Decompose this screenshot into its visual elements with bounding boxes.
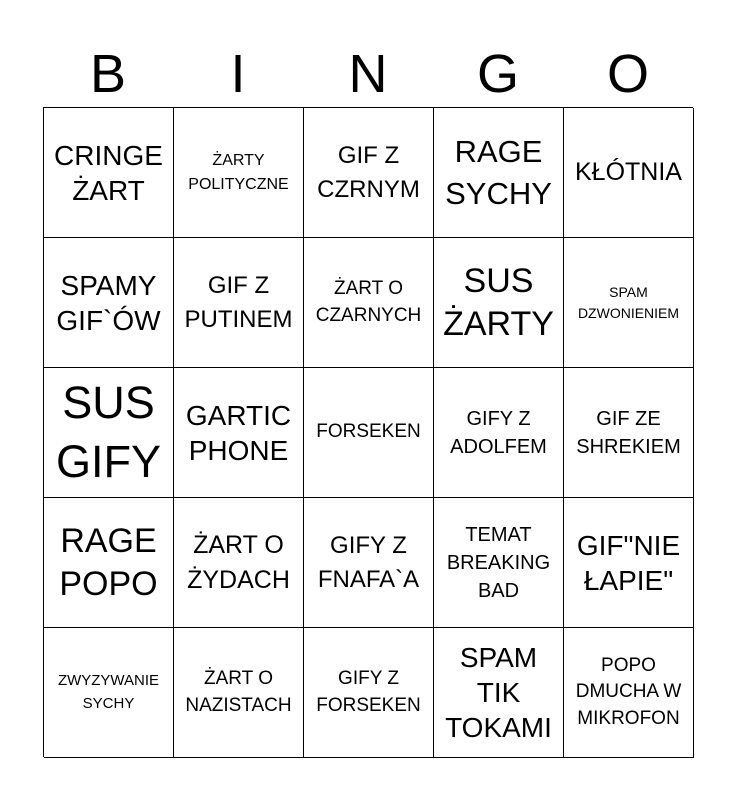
bingo-cell[interactable] [174, 498, 304, 628]
bingo-cell-text: RAGE POPO [59, 522, 158, 603]
bingo-cell-text: KŁÓTNIA [575, 158, 682, 186]
bingo-cell[interactable] [44, 498, 174, 628]
bingo-cell-text: GARTIC PHONE [185, 399, 292, 466]
header-letter-i: I [230, 44, 246, 104]
bingo-cell[interactable] [304, 238, 434, 368]
bingo-cell-text: SPAM TIK TOKAMI [445, 642, 552, 743]
bingo-cell[interactable] [44, 628, 174, 758]
bingo-cell[interactable] [44, 238, 174, 368]
bingo-cell-text: ZWYZYWANIE SYCHY [57, 672, 160, 712]
bingo-cell[interactable] [564, 628, 694, 758]
bingo-cell[interactable] [304, 498, 434, 628]
bingo-cell[interactable] [174, 238, 304, 368]
header-letter-g: G [476, 44, 519, 104]
bingo-cell-text: GIF Z PUTINEM [184, 271, 293, 333]
bingo-cell-text: CRINGE ŻART [54, 139, 163, 206]
bingo-cell[interactable] [174, 368, 304, 498]
bingo-cell-text: SUS GIFY [55, 377, 161, 487]
bingo-cell[interactable] [564, 108, 694, 238]
bingo-cell-text: ŻART O NAZISTACH [185, 667, 292, 716]
bingo-cell-text: GIFY Z FNAFA`A [317, 531, 420, 593]
header-letter-b: B [89, 44, 127, 104]
bingo-cell-text: GIFY Z FORSEKEN [316, 667, 421, 716]
bingo-cell[interactable] [44, 368, 174, 498]
bingo-board [43, 107, 693, 757]
bingo-cell-text: SPAM DZWONIENIEM [577, 284, 680, 321]
bingo-header [43, 40, 693, 108]
bingo-cell-text: SUS ŻARTY [443, 262, 554, 343]
bingo-cell-text: RAGE SYCHY [445, 133, 552, 211]
bingo-cell[interactable] [434, 238, 564, 368]
bingo-cell-text: POPO DMUCHA W MIKROFON [575, 654, 682, 729]
bingo-cell-text: ŻARTY POLITYCZNE [188, 151, 289, 193]
bingo-cell[interactable] [174, 628, 304, 758]
bingo-cell[interactable] [304, 368, 434, 498]
bingo-cell-text: GIFY Z ADOLFEM [450, 407, 547, 458]
bingo-cell-text: ŻART O CZARNYCH [315, 277, 422, 326]
bingo-cell-text: ŻART O ŻYDACH [187, 530, 290, 594]
header-letter-n: N [348, 44, 388, 104]
bingo-cell[interactable] [564, 368, 694, 498]
bingo-cell[interactable] [44, 108, 174, 238]
bingo-cell[interactable] [564, 498, 694, 628]
bingo-cell[interactable] [434, 498, 564, 628]
bingo-cell-text: GIF Z CZRNYM [317, 141, 420, 203]
bingo-cell[interactable] [434, 108, 564, 238]
bingo-cell[interactable] [174, 108, 304, 238]
bingo-cell-text: GIF"NIE ŁAPIE" [576, 529, 681, 596]
bingo-cell-text: TEMAT BREAKING BAD [446, 523, 551, 602]
bingo-cell-text: GIF ZE SHREKIEM [576, 407, 681, 458]
bingo-cell[interactable] [434, 368, 564, 498]
bingo-cell-text: FORSEKEN [316, 421, 421, 443]
bingo-cell-text: SPAMY GIF`ÓW [56, 269, 161, 336]
bingo-cell[interactable] [564, 238, 694, 368]
bingo-cell[interactable] [304, 108, 434, 238]
header-letter-o: O [606, 44, 649, 104]
bingo-cell[interactable] [434, 628, 564, 758]
bingo-cell[interactable] [304, 628, 434, 758]
